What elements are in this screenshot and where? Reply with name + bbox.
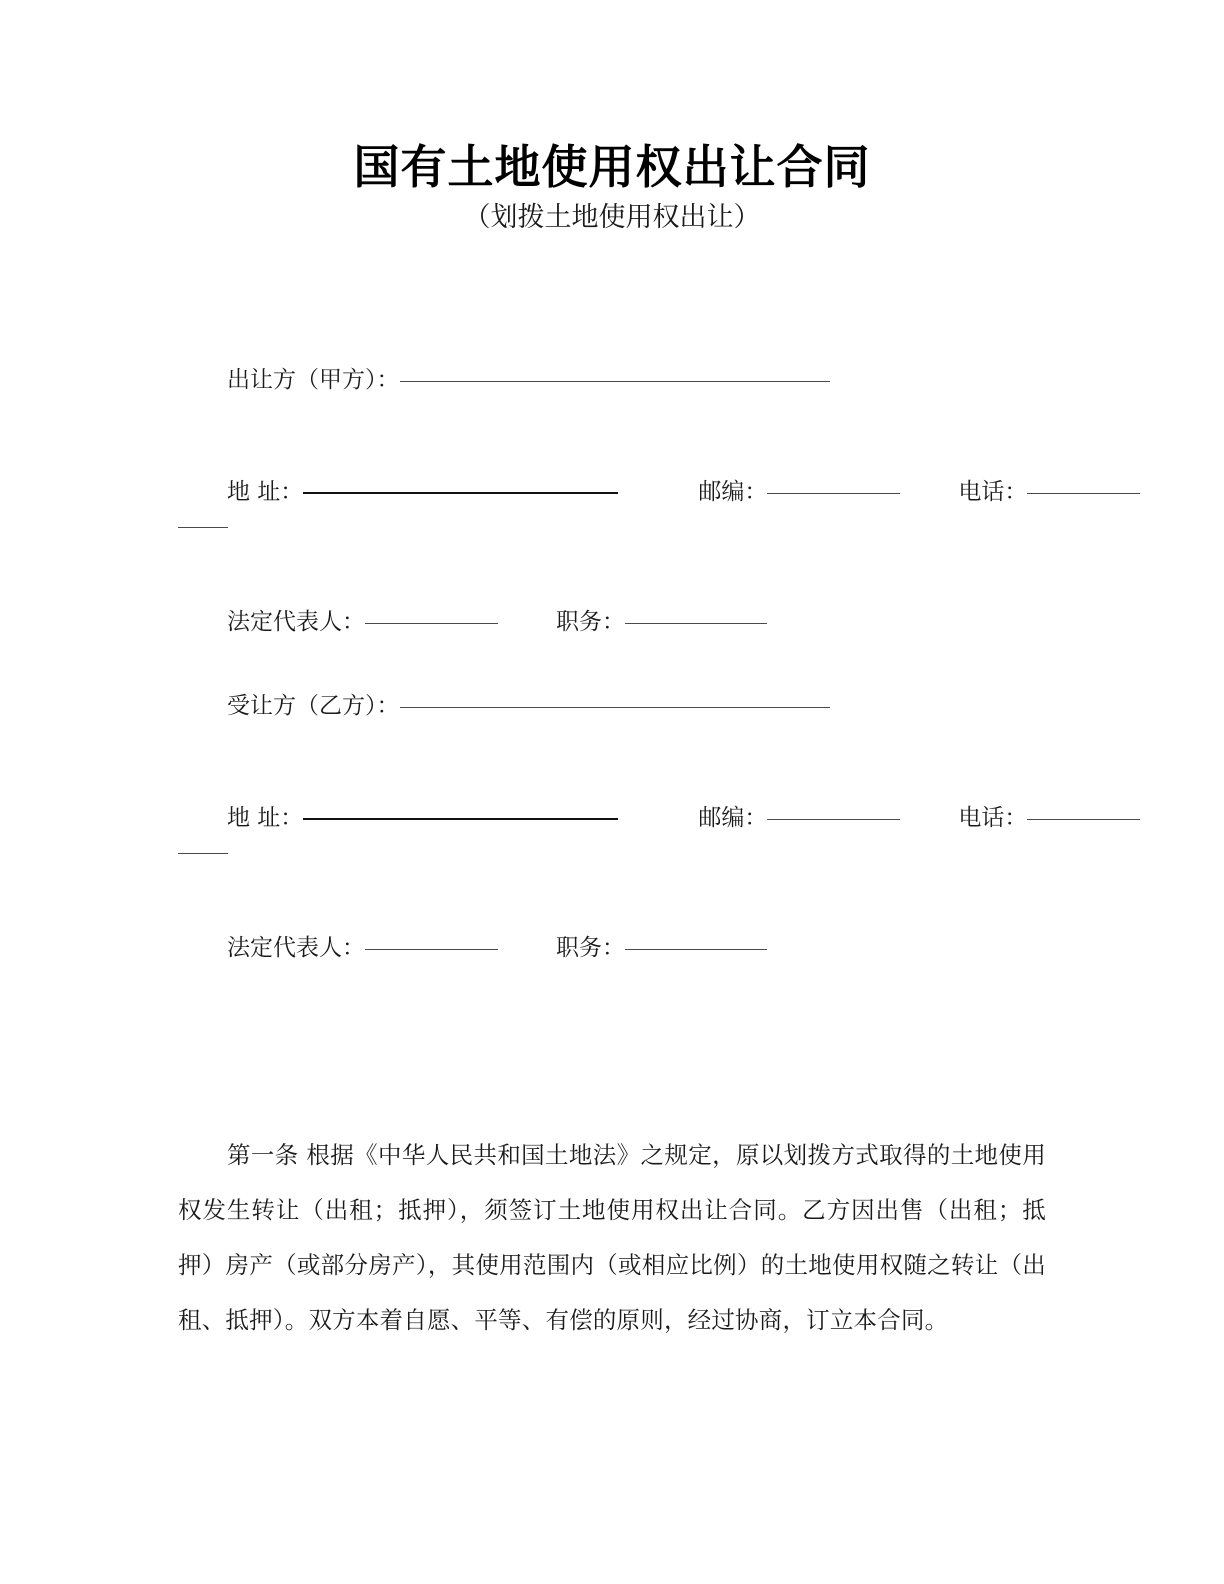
transferee-phone-input-overflow[interactable] bbox=[178, 853, 228, 854]
page-subtitle: （划拨土地使用权出让） bbox=[463, 202, 761, 233]
transferor-duty-input[interactable] bbox=[625, 623, 767, 624]
address-label: 地 址： bbox=[227, 805, 304, 831]
transferor-input[interactable] bbox=[400, 381, 830, 382]
legal-rep-label: 法定代表人： bbox=[227, 609, 365, 635]
transferee-postal-input[interactable] bbox=[767, 819, 900, 820]
title-block bbox=[0, 138, 1224, 238]
page-title: 国有土地使用权出让合同 bbox=[353, 140, 871, 194]
article-one-paragraph: 第一条 根据《中华人民共和国土地法》之规定，原以划拨方式取得的土地使用权发生转让（出租；抵押），须签订土地使用权出让合同。乙方因出售（出租；抵押）房产（或部分房产），其使用范围内（或相应比例）的土地使用权随之转让（出租、抵押）。双方本着自愿、平等、有偿的原则，经过协商，订立本合同。 bbox=[178, 1141, 1046, 1334]
transferor-label: 出让方（甲方）： bbox=[227, 367, 400, 393]
duty-label: 职务： bbox=[556, 609, 625, 635]
transferee-phone-input[interactable] bbox=[1027, 819, 1140, 820]
transferor-address-input[interactable] bbox=[303, 492, 618, 494]
transferor-legal-rep-input[interactable] bbox=[365, 623, 498, 624]
transferee-duty-input[interactable] bbox=[625, 949, 767, 950]
party-form bbox=[178, 363, 1046, 965]
transferee-row bbox=[178, 689, 1046, 723]
postal-label: 邮编： bbox=[698, 805, 768, 831]
transferor-postal-input[interactable] bbox=[767, 493, 900, 494]
transferor-phone-input[interactable] bbox=[1027, 493, 1140, 494]
transferee-phone-wrap-row bbox=[178, 835, 1046, 869]
transferee-input[interactable] bbox=[400, 707, 830, 708]
spacer bbox=[178, 723, 1046, 801]
transferee-address-input[interactable] bbox=[303, 818, 618, 820]
transferee-legal-rep-input[interactable] bbox=[365, 949, 498, 950]
legal-rep-label: 法定代表人： bbox=[227, 935, 365, 961]
duty-label: 职务： bbox=[556, 935, 625, 961]
transferor-row bbox=[178, 363, 1046, 397]
phone-label: 电话： bbox=[958, 805, 1028, 831]
phone-label: 电话： bbox=[958, 479, 1028, 505]
contract-body bbox=[178, 1128, 1046, 1348]
spacer bbox=[178, 639, 1046, 689]
spacer bbox=[178, 397, 1046, 475]
postal-label: 邮编： bbox=[698, 479, 768, 505]
spacer bbox=[178, 543, 1046, 605]
transferee-label: 受让方（乙方）： bbox=[227, 693, 400, 719]
transferor-legal-rep-row bbox=[178, 605, 1046, 639]
transferor-phone-wrap-row bbox=[178, 509, 1046, 543]
address-label: 地 址： bbox=[227, 479, 304, 505]
spacer bbox=[178, 869, 1046, 931]
transferee-legal-rep-row bbox=[178, 931, 1046, 965]
transferor-phone-input-overflow[interactable] bbox=[178, 527, 228, 528]
transferor-address-row bbox=[178, 475, 1046, 509]
transferee-address-row bbox=[178, 801, 1046, 835]
